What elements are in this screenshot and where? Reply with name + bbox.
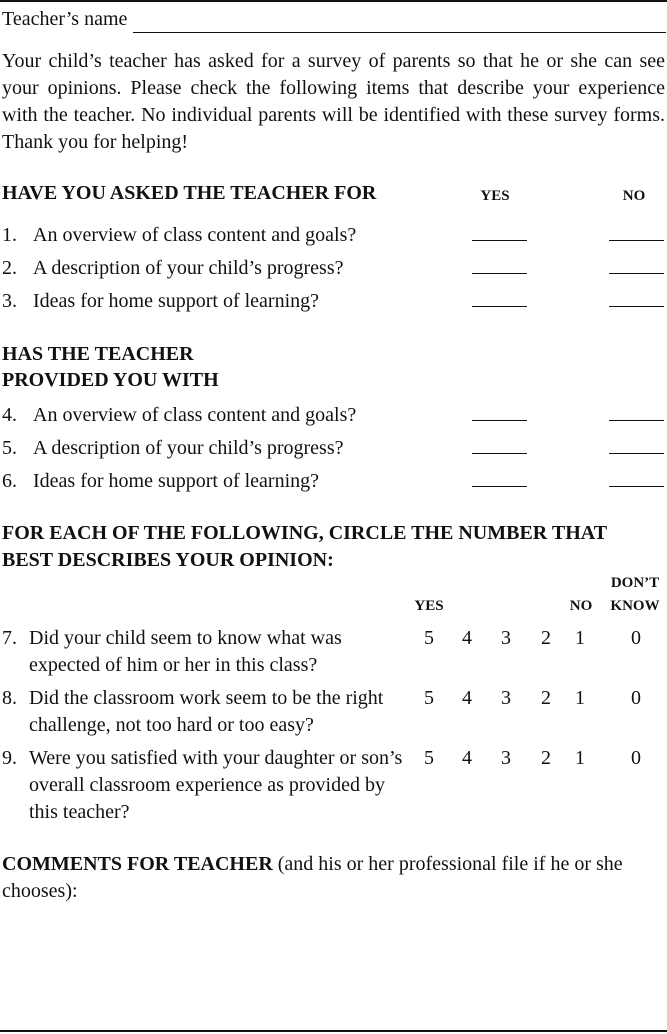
no-blank[interactable]	[609, 453, 664, 454]
bottom-rule	[0, 1030, 667, 1032]
no-blank[interactable]	[609, 273, 664, 274]
section3-dont-header-line1: DON’T	[610, 575, 660, 591]
question-text: An overview of class content and goals?	[33, 404, 357, 426]
score-0[interactable]: 0	[631, 627, 641, 649]
section1-heading: HAVE YOU ASKED THE TEACHER FOR	[2, 182, 377, 204]
top-rule	[0, 0, 667, 2]
section3-heading-line1: FOR EACH OF THE FOLLOWING, CIRCLE THE NUMBER THAT	[2, 522, 608, 544]
score-1[interactable]: 1	[575, 687, 585, 709]
score-2[interactable]: 2	[541, 627, 551, 649]
score-2[interactable]: 2	[541, 747, 551, 769]
score-2[interactable]: 2	[541, 687, 551, 709]
yes-blank[interactable]	[472, 273, 527, 274]
section2-heading-line1: HAS THE TEACHER	[2, 343, 194, 365]
yes-blank[interactable]	[472, 306, 527, 307]
score-3[interactable]: 3	[501, 747, 511, 769]
question-text: Did your child seem to know what was expected of him or her in this class?	[29, 627, 342, 676]
question-number: 8.	[2, 687, 17, 709]
score-5[interactable]: 5	[424, 747, 434, 769]
score-1[interactable]: 1	[575, 747, 585, 769]
yes-blank[interactable]	[472, 486, 527, 487]
teacher-name-blank[interactable]	[133, 12, 666, 33]
question-text: A description of your child’s progress?	[33, 257, 344, 279]
question-number: 9.	[2, 747, 17, 769]
section1-no-header: NO	[622, 188, 646, 204]
question-number: 4.	[2, 404, 17, 426]
score-5[interactable]: 5	[424, 627, 434, 649]
section3-no-header: NO	[569, 598, 593, 614]
question-text: Did the classroom work seem to be the right challenge, not too hard or too easy?	[29, 687, 384, 736]
comments-note: (and his or her professional file if he or she chooses):	[2, 853, 623, 902]
score-1[interactable]: 1	[575, 627, 585, 649]
score-4[interactable]: 4	[462, 627, 472, 649]
yes-blank[interactable]	[472, 453, 527, 454]
question-number: 7.	[2, 627, 17, 649]
no-blank[interactable]	[609, 420, 664, 421]
question-number: 2.	[2, 257, 17, 279]
question-text: Were you satisfied with your daughter or son’s overall classroom experience as provided by this teacher?	[29, 747, 403, 823]
score-4[interactable]: 4	[462, 747, 472, 769]
question-text: Ideas for home support of learning?	[33, 470, 320, 492]
question-number: 6.	[2, 470, 17, 492]
score-3[interactable]: 3	[501, 687, 511, 709]
question-text: An overview of class content and goals?	[33, 224, 357, 246]
comments-paragraph	[2, 851, 665, 905]
score-0[interactable]: 0	[631, 747, 641, 769]
score-5[interactable]: 5	[424, 687, 434, 709]
section3-dont-header-line2: KNOW	[610, 598, 660, 614]
no-blank[interactable]	[609, 486, 664, 487]
question-text: A description of your child’s progress?	[33, 437, 344, 459]
score-4[interactable]: 4	[462, 687, 472, 709]
question-number: 1.	[2, 224, 17, 246]
teacher-name-label: Teacher’s name	[2, 8, 128, 30]
teacher-name-row	[2, 6, 666, 33]
section1-yes-header: YES	[480, 188, 510, 204]
score-0[interactable]: 0	[631, 687, 641, 709]
comments-area[interactable]	[2, 915, 665, 1023]
intro-paragraph: Your child’s teacher has asked for a survey of parents so that he or she can see your opinions. Please check the following items that describe your experience with the teacher. No individual parents will be identified with these survey forms. Thank you for helping!	[2, 50, 665, 153]
yes-blank[interactable]	[472, 420, 527, 421]
yes-blank[interactable]	[472, 240, 527, 241]
section3-yes-header: YES	[414, 598, 444, 614]
question-number: 5.	[2, 437, 17, 459]
question-text: Ideas for home support of learning?	[33, 290, 320, 312]
section2-heading-line2: PROVIDED YOU WITH	[2, 369, 219, 391]
comments-heading: COMMENTS FOR TEACHER	[2, 853, 273, 875]
section3-heading-line2: BEST DESCRIBES YOUR OPINION:	[2, 549, 334, 571]
no-blank[interactable]	[609, 240, 664, 241]
question-number: 3.	[2, 290, 17, 312]
score-3[interactable]: 3	[501, 627, 511, 649]
no-blank[interactable]	[609, 306, 664, 307]
